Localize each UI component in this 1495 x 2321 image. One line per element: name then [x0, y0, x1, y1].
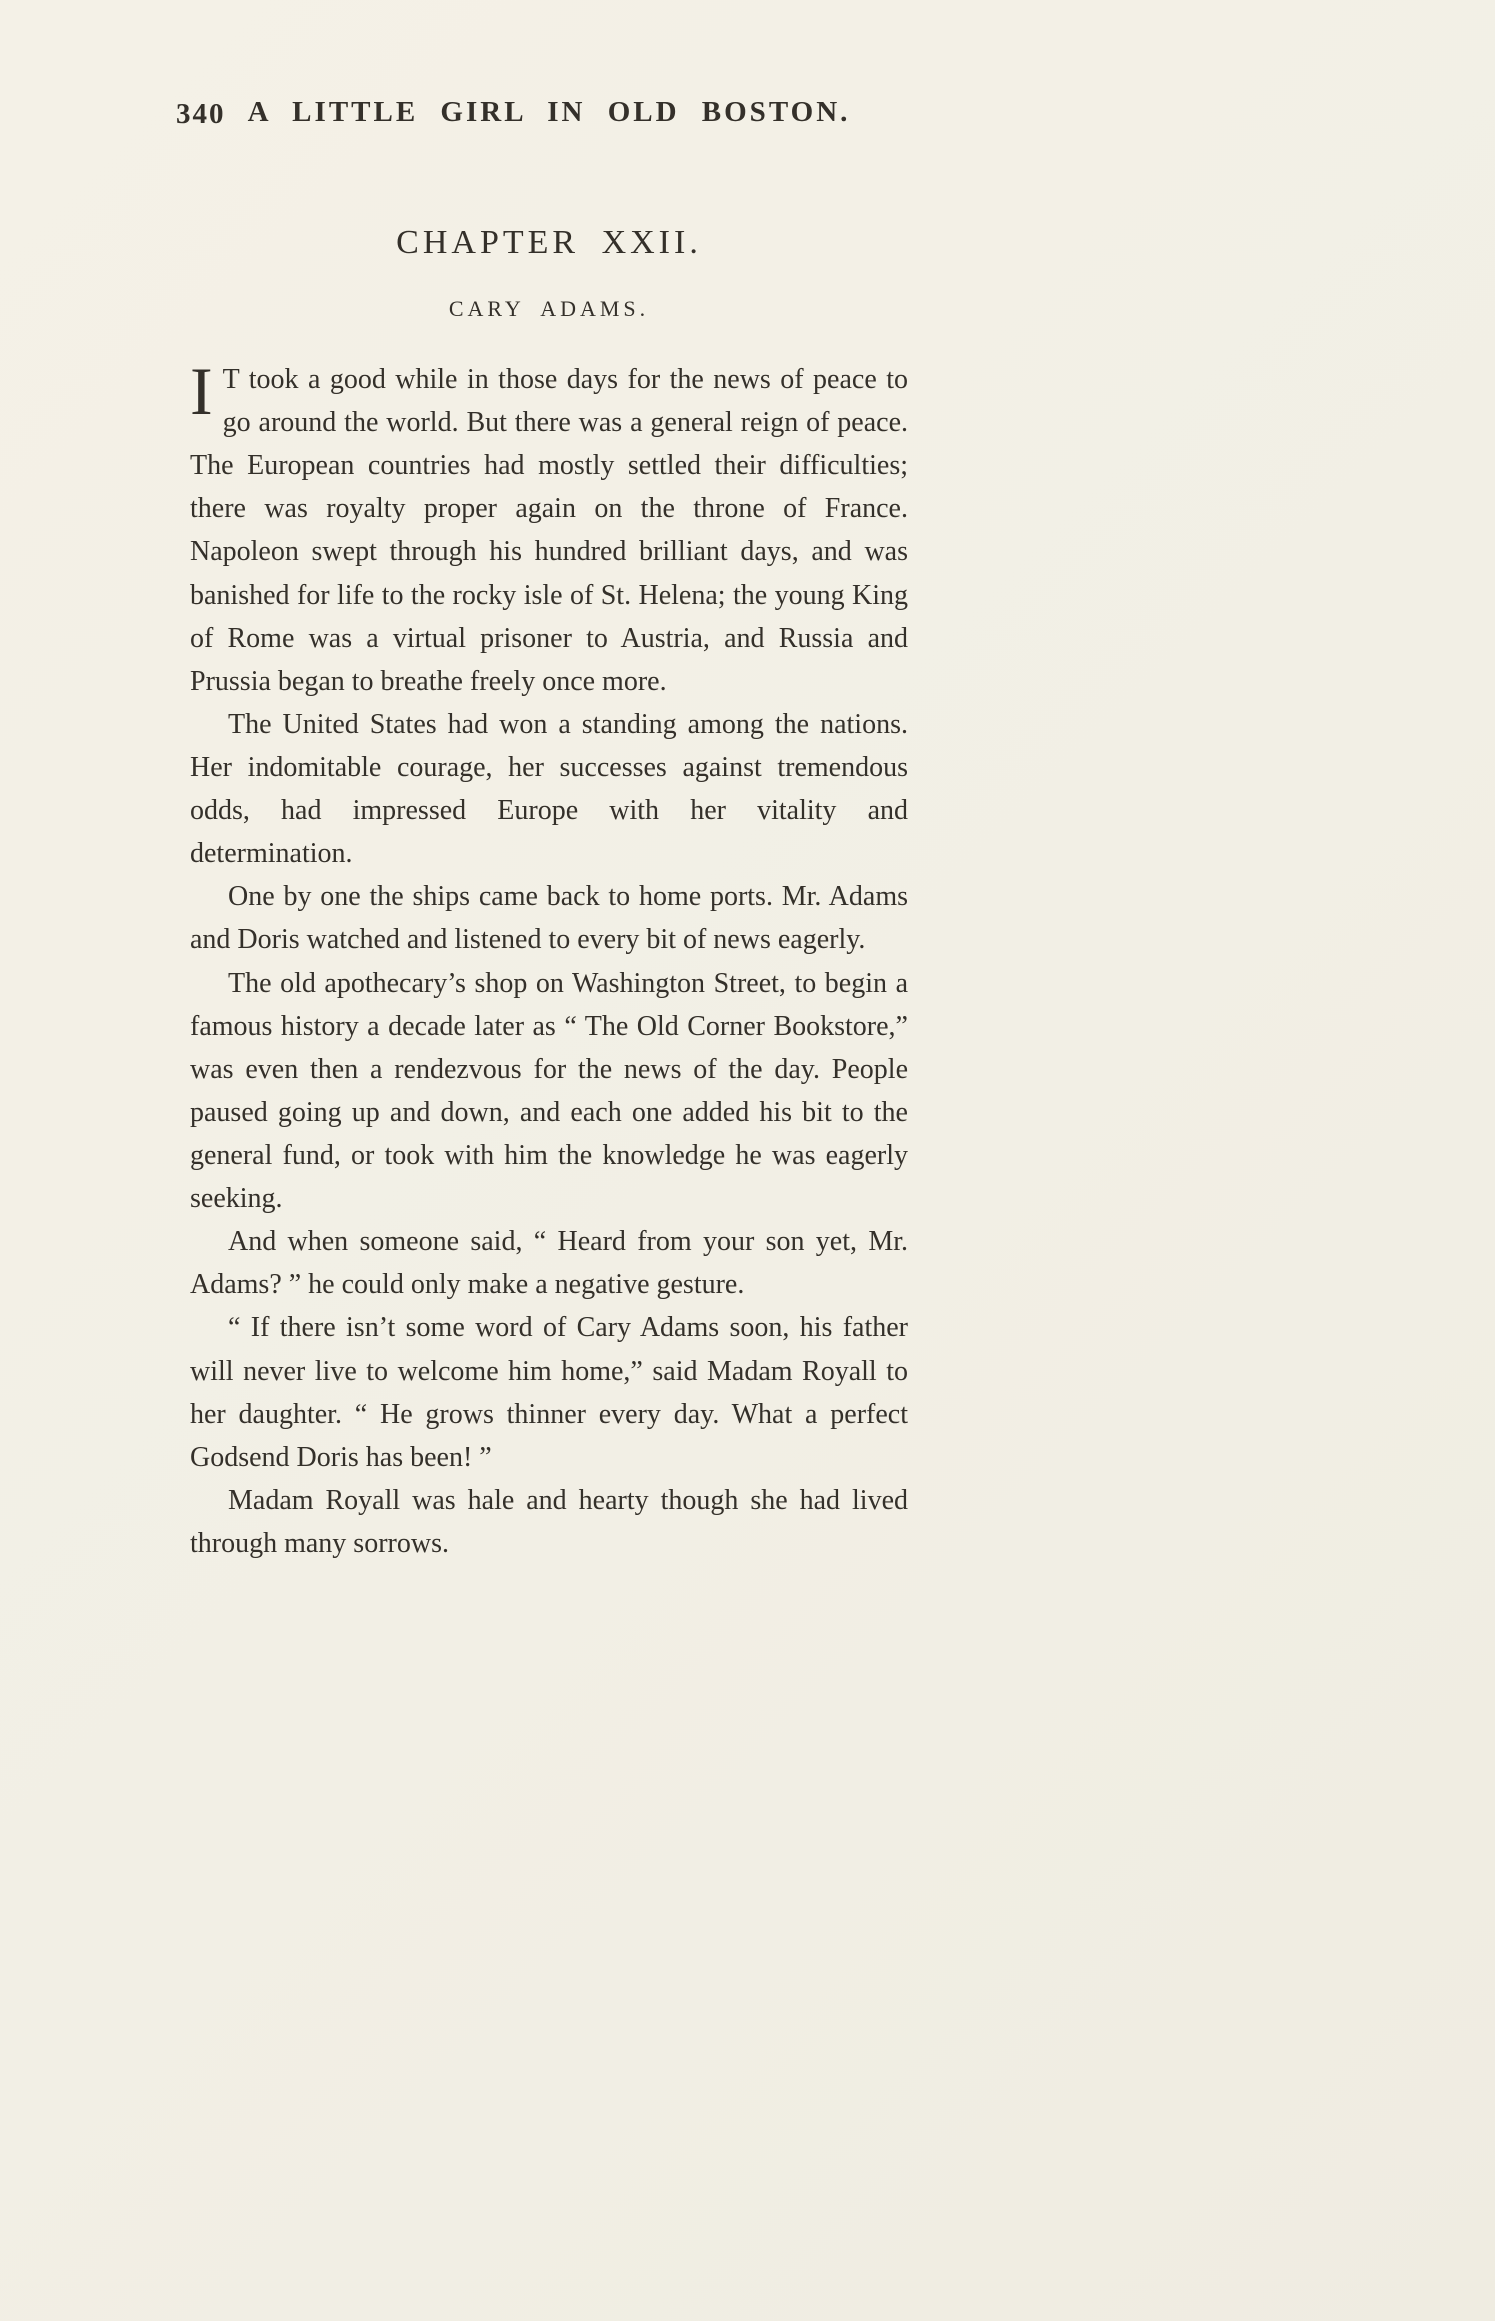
- paragraph: The United States had won a standing among the nations. Her indomitable courage, her successes against tremendous odds, had impressed Europe with her vitality and determination.: [190, 708, 908, 870]
- paragraph: One by one the ships came back to home ports. Mr. Adams and Doris watched and listened to every bit of news eagerly.: [190, 881, 908, 956]
- chapter-heading: CHAPTER XXII.: [396, 224, 702, 261]
- paragraph: [190, 353, 908, 703]
- page-header: [176, 96, 908, 136]
- paragraph: And when someone said, “ Heard from your son yet, Mr. Adams? ” he could only make a negative gesture.: [190, 1226, 908, 1301]
- body-text: [190, 353, 908, 1565]
- paragraph-text: T took a good while in those days for the news of peace to go around the world. But there was a general reign of peace. The European countries had mostly settled their difficulties; there was royalty proper again on the throne of France. Napoleon swept through his hundred brilliant days, and was banished for life to the rocky isle of St. Helena; the young King of Rome was a virtual prisoner to Austria, and Russia and Prussia began to breathe freely once more.: [190, 364, 908, 697]
- chapter-subheading: CARY ADAMS.: [448, 296, 650, 321]
- page-content: [176, 96, 908, 1565]
- paragraph: Madam Royall was hale and hearty though she had lived through many sorrows.: [190, 1484, 908, 1559]
- page-number: 340: [176, 98, 226, 130]
- paragraph: “ If there isn’t some word of Cary Adams soon, his father will never live to welcome him home,” said Madam Royall to her daughter. “ He grows thinner every day. What a perfect Godsend Doris has been! ”: [190, 1312, 908, 1473]
- running-title: A LITTLE GIRL IN OLD BOSTON.: [247, 96, 851, 128]
- paragraph: The old apothecary’s shop on Washington Street, to begin a famous history a decade later as “ The Old Corner Bookstore,” was even then a rendezvous for the news of the day. People paused going up and down, and each one added his bit to the general fund, or took with him the knowledge he was eagerly seeking.: [190, 967, 908, 1215]
- drop-cap: I: [190, 353, 213, 429]
